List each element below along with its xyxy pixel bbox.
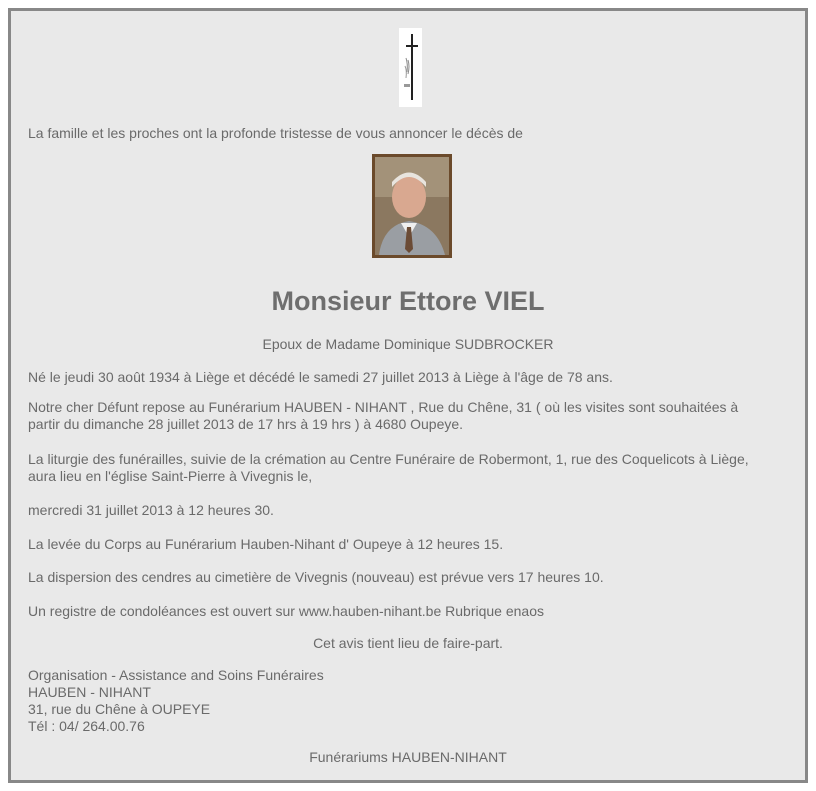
deceased-name: Monsieur Ettore VIEL	[271, 286, 545, 316]
organisation-address: 31, rue du Chêne à OUPEYE	[28, 701, 211, 717]
spouse-line: Epoux de Madame Dominique SUDBROCKER	[262, 336, 554, 352]
liturgy-line-1: La liturgie des funérailles, suivie de la crémation au Centre Funéraire de Robermont, 1, rue des Coquelicots à Liège,	[28, 451, 749, 467]
birth-death-text: Né le jeudi 30 août 1934 à Liège et décédé le samedi 27 juillet 2013 à Liège à l'âge de 78 ans.	[28, 369, 613, 385]
portrait-photo	[372, 154, 452, 258]
repose-line-2: partir du dimanche 28 juillet 2013 de 17 hrs à 19 hrs ) à 4680 Oupeye.	[28, 416, 464, 432]
dispersion-text: La dispersion des cendres au cimetière de Vivegnis (nouveau) est prévue vers 17 heures 10.	[28, 569, 604, 585]
faire-part-text: Cet avis tient lieu de faire-part.	[313, 635, 503, 651]
liturgy-line-2: aura lieu en l'église Saint-Pierre à Vivegnis le,	[28, 468, 313, 484]
footer-signature: Funérariums HAUBEN-NIHANT	[309, 749, 507, 765]
cross-icon	[399, 28, 422, 107]
organisation-phone: Tél : 04/ 264.00.76	[28, 718, 145, 734]
obituary-card	[8, 8, 808, 783]
ceremony-date: mercredi 31 juillet 2013 à 12 heures 30.	[28, 502, 274, 518]
organisation-title: Organisation - Assistance and Soins Funéraires	[28, 667, 324, 683]
organisation-company: HAUBEN - NIHANT	[28, 684, 151, 700]
register-text: Un registre de condoléances est ouvert sur www.hauben-nihant.be Rubrique enaos	[28, 603, 544, 619]
repose-line-1: Notre cher Défunt repose au Funérarium HAUBEN - NIHANT , Rue du Chêne, 31 ( où les visites sont souhaitées à	[28, 399, 739, 415]
intro-text: La famille et les proches ont la profonde tristesse de vous annoncer le décès de	[28, 125, 523, 141]
levee-text: La levée du Corps au Funérarium Hauben-Nihant d' Oupeye à 12 heures 15.	[28, 536, 504, 552]
